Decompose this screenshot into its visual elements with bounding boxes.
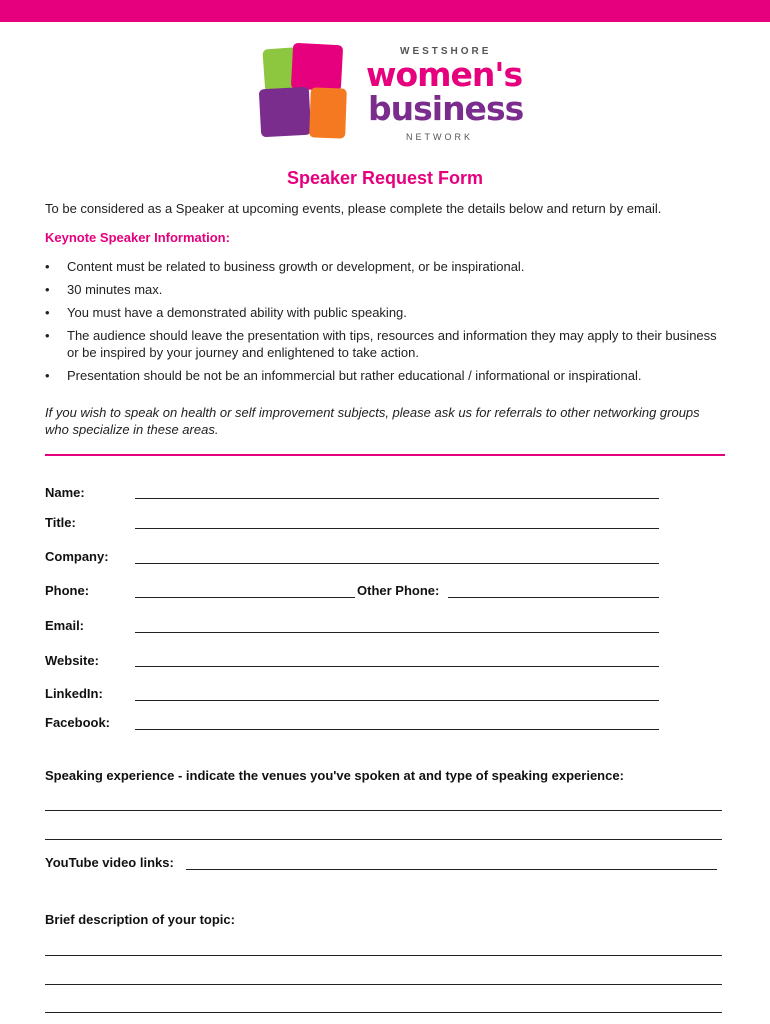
list-item xyxy=(45,281,725,298)
keynote-heading: Keynote Speaker Information: xyxy=(45,230,230,245)
bullet-icon: • xyxy=(45,282,50,297)
description-line-3[interactable] xyxy=(45,1012,722,1013)
requirements-list xyxy=(45,258,725,390)
speaking-experience-line-1[interactable] xyxy=(45,810,722,811)
brief-description-label: Brief description of your topic: xyxy=(45,912,235,927)
facebook-label: Facebook: xyxy=(45,715,111,730)
bullet-icon: • xyxy=(45,368,50,383)
phone-label: Phone: xyxy=(45,583,90,598)
list-item xyxy=(45,304,725,321)
speaking-experience-line-2[interactable] xyxy=(45,839,722,840)
title-label: Title: xyxy=(45,515,76,530)
website-label: Website: xyxy=(45,653,99,668)
logo-womens: women's xyxy=(366,55,523,94)
bullet-icon: • xyxy=(45,305,50,320)
logo-purple-square xyxy=(259,87,311,138)
logo-westshore: WESTSHORE xyxy=(400,46,492,57)
intro-text: To be considered as a Speaker at upcoming events, please complete the details below and return by email. xyxy=(45,201,662,216)
westshore-logo xyxy=(258,42,524,150)
name-field[interactable] xyxy=(135,498,659,499)
youtube-field[interactable] xyxy=(186,869,717,870)
facebook-field[interactable] xyxy=(135,729,659,730)
bullet-text: Content must be related to business growth or development, or be inspirational. xyxy=(67,259,525,274)
title-field[interactable] xyxy=(135,528,659,529)
logo-orange-square xyxy=(309,87,347,138)
company-field[interactable] xyxy=(135,563,659,564)
email-label: Email: xyxy=(45,618,85,633)
website-field[interactable] xyxy=(135,666,659,667)
bullet-text: You must have a demonstrated ability with public speaking. xyxy=(67,305,407,320)
linkedin-field[interactable] xyxy=(135,700,659,701)
form-title: Speaker Request Form xyxy=(286,168,484,188)
referral-note: If you wish to speak on health or self improvement subjects, please ask us for referrals to other networking groups who specialize in these areas. xyxy=(45,405,700,437)
top-accent-bar xyxy=(0,0,770,22)
youtube-label: YouTube video links: xyxy=(45,855,174,870)
description-line-1[interactable] xyxy=(45,955,722,956)
description-line-2[interactable] xyxy=(45,984,722,985)
speaking-experience-label: Speaking experience - indicate the venues you've spoken at and type of speaking experience: xyxy=(45,768,624,783)
bullet-text: The audience should leave the presentation with tips, resources and information they may apply to their business or be inspired by your journey and enlightened to take action. xyxy=(67,328,717,360)
list-item xyxy=(45,327,725,361)
logo-network: NETWORK xyxy=(406,132,473,142)
bullet-text: 30 minutes max. xyxy=(67,282,163,297)
list-item xyxy=(45,367,725,384)
other-phone-label: Other Phone: xyxy=(357,583,440,598)
logo-pink-square xyxy=(291,43,343,92)
other-phone-field[interactable] xyxy=(448,597,659,598)
name-label: Name: xyxy=(45,485,85,500)
linkedin-label: LinkedIn: xyxy=(45,686,103,701)
list-item xyxy=(45,258,725,275)
bullet-icon: • xyxy=(45,328,50,343)
bullet-text: Presentation should be not be an infommercial but rather educational / informational or inspirational. xyxy=(67,368,642,383)
email-field[interactable] xyxy=(135,632,659,633)
bullet-icon: • xyxy=(45,259,50,274)
section-divider xyxy=(45,454,725,456)
phone-field[interactable] xyxy=(135,597,355,598)
company-label: Company: xyxy=(45,549,109,564)
logo-business: business xyxy=(368,89,524,128)
